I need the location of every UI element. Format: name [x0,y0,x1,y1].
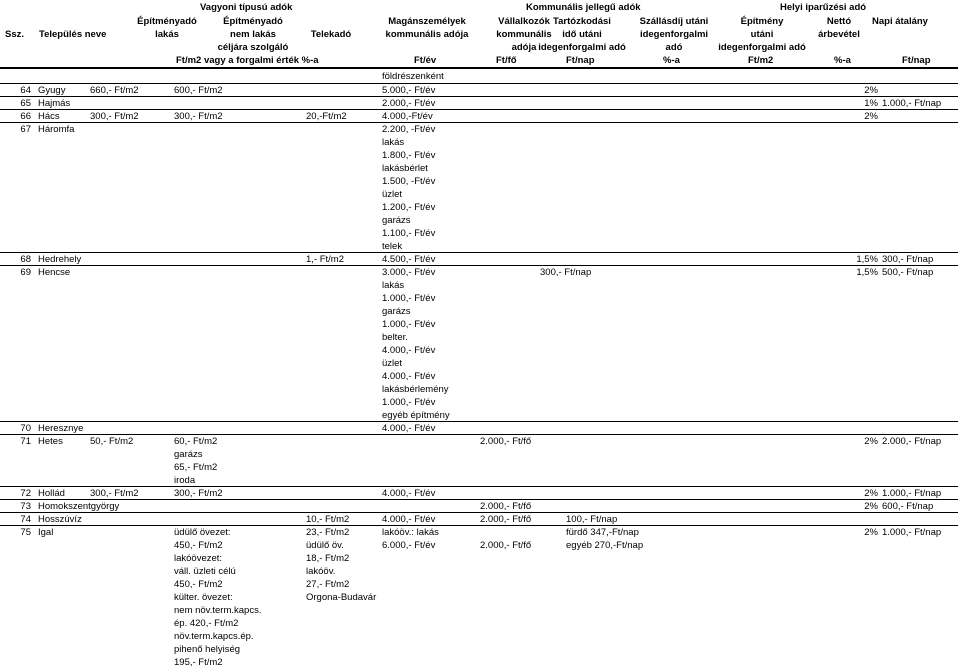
row-number: 69 [20,267,31,278]
cell-c4: 4.000,- Ft/év [382,488,436,499]
group-helyi: Helyi iparűzési adó [780,2,867,13]
unit-pct: %-a [663,55,680,66]
row-number: 70 [20,423,31,434]
col-epitmenyado-lakas: Építményadó lakás [137,16,197,40]
cell-c9: 2% [864,527,878,538]
col-epitmenyado-nemlakas: Építményadó nem lakás céljára szolgáló [217,16,289,53]
row-number: 66 [20,111,31,122]
cell-c6: 2.000,- Ft/fő [480,501,532,512]
settlement-name: Hosszúvíz [38,514,82,525]
row-number: 74 [20,514,31,525]
row-divider [0,252,958,253]
cell-c4: 2.200, -Ft/év lakás 1.800,- Ft/év lakásbérlet 1.500, -Ft/év üzlet 1.200,- Ft/év garázs 1.100,- Ft/év telek [382,124,436,252]
cell-c6: 2.000,- Ft/fő [480,514,532,525]
settlement-name: Háromfa [38,124,75,135]
settlement-name: Hács [38,111,60,122]
row-number: 75 [20,527,31,538]
cell-c2: 300,- Ft/m2 [174,111,223,122]
col-vallalkozok: Vállalkozók kommunális adója [496,16,552,53]
cell-c4: 2.000,- Ft/év [382,98,436,109]
col-maganszemelyek: Magánszemélyek kommunális adója [385,16,469,40]
col-telepules: Település neve [39,29,107,40]
group-kommunalis: Kommunális jellegű adók [526,2,641,13]
cell-c9: 2% [864,85,878,96]
cell-c9: 2% [864,488,878,499]
pre-note: földrészenként [382,71,444,82]
row-divider [0,421,958,422]
row-number: 73 [20,501,31,512]
cell-c7: fürdő 347,-Ft/nap egyéb 270,-Ft/nap [566,527,644,551]
row-divider [0,486,958,487]
cell-c7: 100,- Ft/nap [566,514,618,525]
unit-ftnap2: Ft/nap [902,55,931,66]
cell-c1: 300,- Ft/m2 [90,111,139,122]
cell-c6: 2.000,- Ft/fő [480,540,532,551]
settlement-name: Hollád [38,488,65,499]
cell-c10: 300,- Ft/nap [882,254,934,265]
cell-c10: 500,- Ft/nap [882,267,934,278]
unit-ftm2b: Ft/m2 [748,55,774,66]
row-divider [0,434,958,435]
cell-c1: 660,- Ft/m2 [90,85,139,96]
cell-c2: 600,- Ft/m2 [174,85,223,96]
row-number: 65 [20,98,31,109]
cell-c2: 60,- Ft/m2 garázs 65,- Ft/m2 iroda [174,436,218,486]
cell-c4: 4.500,- Ft/év [382,254,436,265]
unit-ftm2: Ft/m2 vagy a forgalmi érték %-a [176,55,319,66]
row-divider [0,525,958,526]
unit-ftnap: Ft/nap [566,55,595,66]
row-number: 64 [20,85,31,96]
cell-c6: 2.000,- Ft/fő [480,436,532,447]
cell-c3: 20,-Ft/m2 [306,111,347,122]
cell-c4: 4.000,- Ft/év [382,423,436,434]
cell-c4: 4.000,-Ft/év [382,111,433,122]
unit-ftev: Ft/év [414,55,437,66]
col-ssz: Ssz. [5,29,25,40]
settlement-name: Hajmás [38,98,71,109]
row-divider [0,122,958,123]
row-number: 68 [20,254,31,265]
row-number: 71 [20,436,31,447]
col-szallasdij: Szállásdíj utáni idegenforgalmi adó [639,16,709,53]
cell-c7: 300,- Ft/nap [540,267,592,278]
cell-c9: 1% [864,98,878,109]
row-divider [0,109,958,110]
settlement-name: Heresznye [38,423,84,434]
header-rule [0,67,958,69]
unit-pct2: %-a [834,55,851,66]
row-number: 67 [20,124,31,135]
cell-c10: 2.000,- Ft/nap [882,436,942,447]
cell-c2: 300,- Ft/m2 [174,488,223,499]
cell-c1: 300,- Ft/m2 [90,488,139,499]
cell-c10: 1.000,- Ft/nap [882,488,942,499]
cell-c4: 3.000,- Ft/év lakás 1.000,- Ft/év garázs 1.000,- Ft/év belter. 4.000,- Ft/év üzlet 4.000,- Ft/év lakásbérlemény 1.000,- Ft/év egyéb építmény [382,267,450,421]
cell-c4: 5.000,- Ft/év [382,85,436,96]
cell-c3: 10,- Ft/m2 [306,514,350,525]
cell-c4: lakóöv.: lakás 6.000,- Ft/év [382,527,439,551]
settlement-name: Igal [38,527,54,538]
row-divider [0,83,958,84]
cell-c1: 50,- Ft/m2 [90,436,134,447]
col-epitmeny: Építmény utáni idegenforgalmi adó [718,16,806,53]
table-header [0,0,960,68]
cell-c4: 4.000,- Ft/év [382,514,436,525]
row-number: 72 [20,488,31,499]
cell-c10: 1.000,- Ft/nap [882,527,942,538]
cell-c2: üdülő övezet: 450,- Ft/m2 lakóövezet: váll. üzleti célú 450,- Ft/m2 külter. övezet: nem növ.term.kapcs. ép. 420,- Ft/m2 növ.term.kapcs.ép. pihenő helyiség 195,- Ft/m2 [174,527,262,668]
settlement-name: Gyugy [38,85,66,96]
settlement-name: Hedrehely [38,254,82,265]
cell-c3: 1,- Ft/m2 [306,254,345,265]
cell-c9: 2% [864,501,878,512]
cell-c10: 600,- Ft/nap [882,501,934,512]
cell-c3: 23,- Ft/m2 üdülő öv. 18,- Ft/m2 lakóöv. 27,- Ft/m2 Orgona-Budavár [306,527,377,603]
settlement-name: Hencse [38,267,71,278]
cell-c10: 1.000,- Ft/nap [882,98,942,109]
col-netto: Nettó árbevétel [818,16,860,40]
row-divider [0,96,958,97]
row-divider [0,265,958,266]
col-telekado: Telekadó [310,29,352,40]
settlement-name: Hetes [38,436,63,447]
cell-c9: 1,5% [856,267,878,278]
unit-ftfo: Ft/fő [496,55,517,66]
settlement-name: Homokszentgyörgy [38,501,120,512]
cell-c9: 2% [864,111,878,122]
group-vagyoni: Vagyoni típusú adók [200,2,293,13]
col-tartozkodasi: Tartózkodási idő utáni idegenforgalmi adó [538,16,626,53]
col-napi-atalany: Napi átalány [872,16,928,27]
cell-c9: 2% [864,436,878,447]
cell-c9: 1,5% [856,254,878,265]
